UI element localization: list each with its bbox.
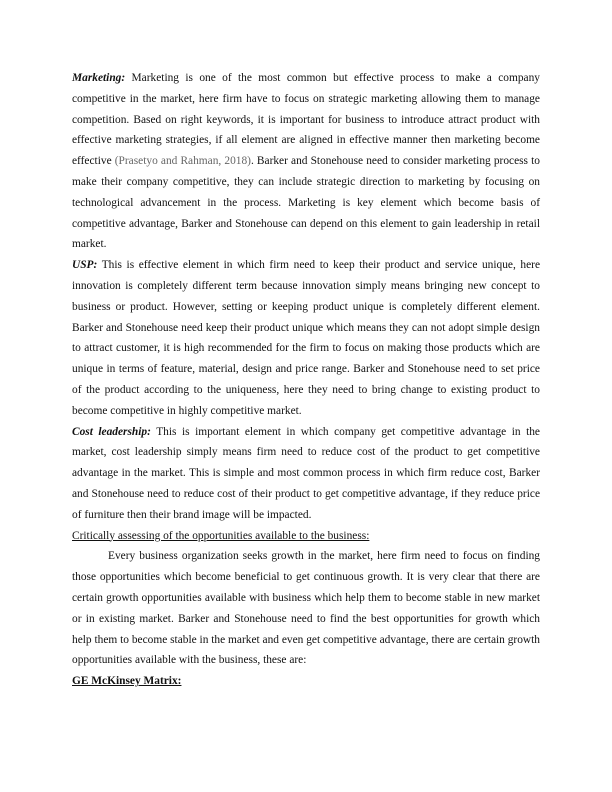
document-page <box>72 68 540 692</box>
marketing-citation: (Prasetyo and Rahman, 2018) <box>114 155 251 168</box>
cost-leadership-text: This is important element in which company get competitive advantage in the market, cost leadership simply means firm need to reduce cost of the product to get competitive advantage in the market. This is simple and most common process in which firm reduce cost, Barker and Stonehouse need to reduce cost of their product to get competitive advantage, if they reduce price of furniture then their brand image will be impacted. <box>72 425 540 521</box>
opportunities-heading: Critically assessing of the opportunities available to the business: <box>72 529 370 542</box>
marketing-paragraph <box>72 68 540 255</box>
marketing-term: Marketing: <box>72 72 126 84</box>
cost-leadership-paragraph <box>72 422 540 526</box>
cost-leadership-term: Cost leadership: <box>72 425 151 438</box>
opportunities-paragraph: Every business organization seeks growth in the market, here firm need to focus on finding those opportunities which become beneficial to get continuous growth. It is very clear that there are certain growth opportunities available with business which help them to become stable in new market or in existing market. Barker and Stonehouse need to find the best opportunities for growth which help them to become stable in the market and even get competitive advantage, there are certain growth opportunities available with the business, these are: <box>72 550 540 667</box>
marketing-text-1: Marketing is one of the most common but effective process to make a company competitive in the market, here firm have to focus on strategic marketing allowing them to manage competition. Based on right keywords, it is important for business to introduce attract product with effective marketing strategies, if all element are aligned in effective manner then marketing become effective <box>72 72 540 168</box>
usp-paragraph <box>72 255 540 421</box>
ge-mckinsey-heading: GE McKinsey Matrix: <box>72 675 182 688</box>
usp-text: This is effective element in which firm need to keep their product and service unique, here innovation is completely different term because innovation simply means bringing new concept to business or product. However, setting or keeping product unique is completely different element. Barker and Stonehouse need keep their product unique which means they can not adopt simple design to attract customer, it is high recommended for the firm to focus on making those products which are unique in terms of feature, material, design and price range. Barker and Stonehouse need to set price of the product according to the uniqueness, here they need to bring change to existing product to become competitive in highly competitive market. <box>72 259 540 417</box>
marketing-text-2: . Barker and Stonehouse need to consider marketing process to make their company competitive, they can include strategic direction to marketing by focusing on technological advancement in the process. Marketing is key element which become basis of competitive advantage, Barker and Stonehouse can depend on this element to gain leadership in retail market. <box>72 155 540 251</box>
usp-term: USP: <box>72 259 98 272</box>
